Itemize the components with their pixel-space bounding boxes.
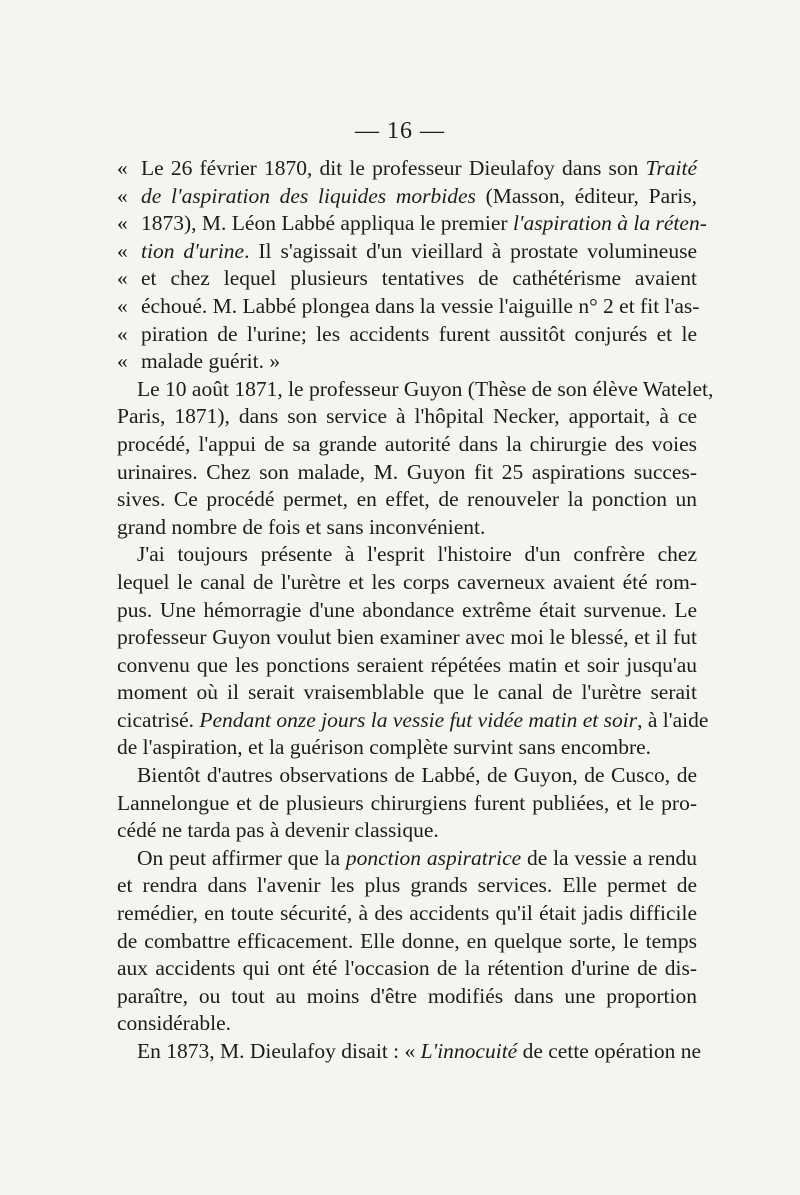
- text-line: «malade guérit. »: [117, 349, 281, 374]
- text-line: Bientôt d'autres observations de Labbé, de Guyon, de Cusco, de: [137, 763, 697, 788]
- text-line: J'ai toujours présente à l'esprit l'histoire d'un confrère chez: [137, 542, 697, 567]
- text-line: «et chez lequel plusieurs tentatives de cathétérisme avaient: [117, 266, 697, 291]
- text-line: paraître, ou tout au moins d'être modifiés dans une proportion: [117, 983, 697, 1008]
- body-text: [117, 155, 714, 1066]
- text-line: convenu que les ponctions seraient répétées matin et soir jusqu'au: [117, 652, 697, 677]
- text-line: remédier, en toute sécurité, à des accidents qu'il était jadis difficile: [117, 901, 697, 926]
- text-line: cédé ne tarda pas à devenir classique.: [117, 818, 439, 843]
- text-line: On peut affirmer que la ponction aspiratrice de la vessie a rendu: [137, 845, 697, 870]
- text-line: «de l'aspiration des liquides morbides (Masson, éditeur, Paris,: [117, 183, 697, 208]
- text-line: et rendra dans l'avenir les plus grands services. Elle permet de: [117, 873, 697, 898]
- text-line: de l'aspiration, et la guérison complète survint sans encombre.: [117, 735, 652, 760]
- text-line: de combattre efficacement. Elle donne, en quelque sorte, le temps: [117, 928, 697, 953]
- text-line: lequel le canal de l'urètre et les corps caverneux avaient été rom-: [117, 569, 697, 594]
- text-line: urinaires. Chez son malade, M. Guyon fit 25 aspirations succes-: [117, 459, 697, 484]
- text-line: «tion d'urine. Il s'agissait d'un vieillard à prostate volumineuse: [117, 238, 697, 263]
- text-line: sives. Ce procédé permet, en effet, de renouveler la ponction un: [117, 487, 697, 512]
- text-line: «1873), M. Léon Labbé appliqua le premier l'aspiration à la réten-: [117, 211, 707, 236]
- text-line: «échoué. M. Labbé plongea dans la vessie l'aiguille n° 2 et fit l'as-: [117, 293, 700, 318]
- text-line: grand nombre de fois et sans inconvénient.: [117, 514, 486, 539]
- text-line: cicatrisé. Pendant onze jours la vessie fut vidée matin et soir, à l'aide: [117, 707, 709, 732]
- page-number: — 16 —: [355, 118, 445, 144]
- text-line: aux accidents qui ont été l'occasion de la rétention d'urine de dis-: [117, 956, 697, 981]
- text-line: Le 10 août 1871, le professeur Guyon (Thèse de son élève Watelet,: [137, 376, 714, 401]
- text-line: procédé, l'appui de sa grande autorité dans la chirurgie des voies: [117, 431, 697, 456]
- text-line: Paris, 1871), dans son service à l'hôpital Necker, apportait, à ce: [117, 404, 697, 429]
- text-line: Lannelongue et de plusieurs chirurgiens furent publiées, et le pro-: [117, 790, 697, 815]
- text-line: En 1873, M. Dieulafoy disait : « L'innocuité de cette opération ne: [137, 1039, 702, 1063]
- text-line: considérable.: [117, 1011, 232, 1036]
- text-line: professeur Guyon voulut bien examiner avec moi le blessé, et il fut: [117, 625, 697, 650]
- text-line: «piration de l'urine; les accidents furent aussitôt conjurés et le: [117, 321, 697, 346]
- text-line: pus. Une hémorragie d'une abondance extrême était survenue. Le: [117, 597, 697, 622]
- text-line: moment où il serait vraisemblable que le canal de l'urètre serait: [117, 680, 697, 705]
- text-line: «Le 26 février 1870, dit le professeur Dieulafoy dans son Traité: [117, 156, 697, 180]
